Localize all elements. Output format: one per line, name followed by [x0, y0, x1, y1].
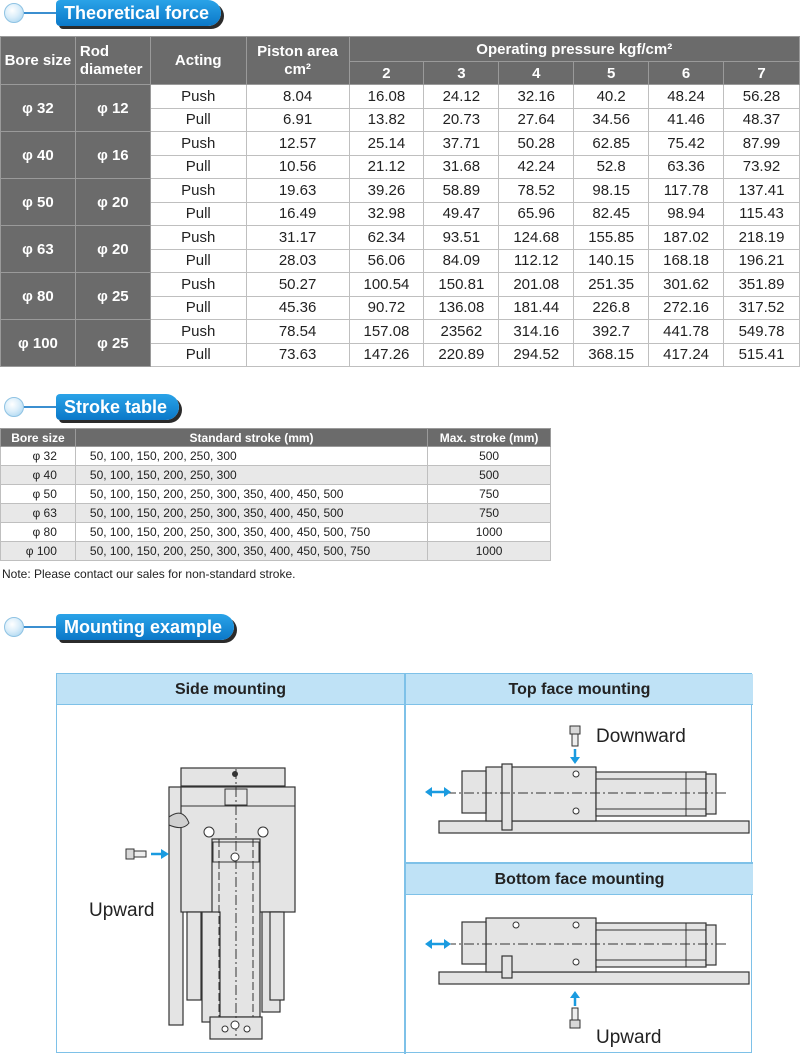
force-value-cell: 136.08	[424, 296, 499, 320]
header-operating-pressure: Operating pressure kgf/cm²	[349, 37, 800, 62]
force-value-cell: 87.99	[724, 132, 800, 156]
force-value-cell: 314.16	[499, 320, 574, 344]
force-value-cell: 124.68	[499, 226, 574, 250]
arrow-down-icon	[570, 749, 580, 764]
bore-size-cell: φ 80	[1, 523, 76, 542]
piston-area-cell: 19.63	[246, 179, 349, 203]
acting-cell: Push	[150, 179, 246, 203]
bore-size-cell: φ 32	[1, 447, 76, 466]
force-value-cell: 27.64	[499, 108, 574, 132]
force-value-cell: 82.45	[574, 202, 649, 226]
standard-stroke-cell: 50, 100, 150, 200, 250, 300	[75, 447, 427, 466]
force-value-cell: 226.8	[574, 296, 649, 320]
header-pressure: 5	[574, 62, 649, 85]
force-value-cell: 63.36	[649, 155, 724, 179]
force-value-cell: 84.09	[424, 249, 499, 273]
max-stroke-cell: 750	[428, 485, 551, 504]
bore-size-cell: φ 32	[1, 85, 76, 132]
force-value-cell: 147.26	[349, 343, 424, 367]
force-value-cell: 98.15	[574, 179, 649, 203]
table-row	[1, 320, 800, 344]
rod-diameter-cell: φ 25	[75, 273, 150, 320]
force-value-cell: 32.16	[499, 85, 574, 109]
standard-stroke-cell: 50, 100, 150, 200, 250, 300, 350, 400, 450, 500, 750	[75, 523, 427, 542]
header-piston-area: Piston area cm²	[246, 37, 349, 85]
header-bore-size: Bore size	[1, 429, 76, 447]
force-value-cell: 25.14	[349, 132, 424, 156]
force-value-cell: 37.71	[424, 132, 499, 156]
piston-area-cell: 31.17	[246, 226, 349, 250]
piston-area-cell: 16.49	[246, 202, 349, 226]
force-value-cell: 56.28	[724, 85, 800, 109]
force-value-cell: 13.82	[349, 108, 424, 132]
force-value-cell: 218.19	[724, 226, 800, 250]
piston-area-cell: 45.36	[246, 296, 349, 320]
bore-size-cell: φ 40	[1, 466, 76, 485]
bullet-icon	[4, 617, 24, 637]
rod-diameter-cell: φ 20	[75, 179, 150, 226]
section-title: Mounting example	[56, 614, 234, 640]
force-value-cell: 112.12	[499, 249, 574, 273]
force-value-cell: 93.51	[424, 226, 499, 250]
force-value-cell: 56.06	[349, 249, 424, 273]
table-row	[1, 485, 551, 504]
force-value-cell: 115.43	[724, 202, 800, 226]
acting-cell: Push	[150, 132, 246, 156]
bore-size-cell: φ 50	[1, 179, 76, 226]
table-row	[1, 504, 551, 523]
header-pressure: 7	[724, 62, 800, 85]
force-value-cell: 62.85	[574, 132, 649, 156]
piston-area-cell: 50.27	[246, 273, 349, 297]
bullet-icon	[4, 397, 24, 417]
force-value-cell: 24.12	[424, 85, 499, 109]
side-mounting-diagram	[57, 707, 404, 1054]
header-acting: Acting	[150, 37, 246, 85]
force-value-cell: 155.85	[574, 226, 649, 250]
force-value-cell: 49.47	[424, 202, 499, 226]
acting-cell: Pull	[150, 108, 246, 132]
piston-area-cell: 8.04	[246, 85, 349, 109]
arrow-up-icon	[570, 991, 580, 1006]
force-value-cell: 16.08	[349, 85, 424, 109]
bolt-icon	[570, 1008, 580, 1028]
header-max-stroke: Max. stroke (mm)	[428, 429, 551, 447]
force-value-cell: 181.44	[499, 296, 574, 320]
bore-size-cell: φ 63	[1, 226, 76, 273]
bore-size-cell: φ 100	[1, 542, 76, 561]
table-row	[1, 542, 551, 561]
table-row	[1, 273, 800, 297]
acting-cell: Pull	[150, 202, 246, 226]
force-value-cell: 140.15	[574, 249, 649, 273]
force-value-cell: 251.35	[574, 273, 649, 297]
bolt-icon	[570, 726, 580, 746]
piston-area-cell: 6.91	[246, 108, 349, 132]
max-stroke-cell: 500	[428, 447, 551, 466]
force-value-cell: 32.98	[349, 202, 424, 226]
standard-stroke-cell: 50, 100, 150, 200, 250, 300, 350, 400, 450, 500	[75, 485, 427, 504]
section-header-mounting-example	[0, 614, 252, 640]
header-bore-size: Bore size	[1, 37, 76, 85]
top-downward-label: Downward	[596, 726, 686, 747]
rod-diameter-cell: φ 20	[75, 226, 150, 273]
acting-cell: Push	[150, 226, 246, 250]
force-value-cell: 441.78	[649, 320, 724, 344]
acting-cell: Pull	[150, 296, 246, 320]
rod-diameter-cell: φ 12	[75, 85, 150, 132]
table-row	[1, 226, 800, 250]
acting-cell: Pull	[150, 155, 246, 179]
bottom-face-mounting-title: Bottom face mounting	[406, 864, 753, 895]
note-text: Note: Please contact our sales for non-standard stroke.	[2, 567, 296, 581]
force-value-cell: 157.08	[349, 320, 424, 344]
header-rod-diameter: Rod diameter	[75, 37, 150, 85]
section-title: Theoretical force	[56, 0, 221, 26]
piston-area-cell: 10.56	[246, 155, 349, 179]
force-value-cell: 65.96	[499, 202, 574, 226]
force-value-cell: 50.28	[499, 132, 574, 156]
force-value-cell: 41.46	[649, 108, 724, 132]
header-pressure: 4	[499, 62, 574, 85]
bore-size-cell: φ 50	[1, 485, 76, 504]
force-value-cell: 40.2	[574, 85, 649, 109]
table-row	[1, 132, 800, 156]
acting-cell: Push	[150, 85, 246, 109]
acting-cell: Push	[150, 320, 246, 344]
force-value-cell: 201.08	[499, 273, 574, 297]
force-value-cell: 62.34	[349, 226, 424, 250]
table-row	[1, 466, 551, 485]
bore-size-cell: φ 40	[1, 132, 76, 179]
theoretical-force-table	[0, 36, 800, 367]
acting-cell: Pull	[150, 249, 246, 273]
table-row	[1, 523, 551, 542]
force-value-cell: 48.37	[724, 108, 800, 132]
force-value-cell: 294.52	[499, 343, 574, 367]
header-pressure: 3	[424, 62, 499, 85]
force-value-cell: 48.24	[649, 85, 724, 109]
standard-stroke-cell: 50, 100, 150, 200, 250, 300, 350, 400, 450, 500	[75, 504, 427, 523]
standard-stroke-cell: 50, 100, 150, 200, 250, 300, 350, 400, 450, 500, 750	[75, 542, 427, 561]
bore-size-cell: φ 100	[1, 320, 76, 367]
force-value-cell: 75.42	[649, 132, 724, 156]
piston-area-cell: 28.03	[246, 249, 349, 273]
force-value-cell: 515.41	[724, 343, 800, 367]
force-value-cell: 187.02	[649, 226, 724, 250]
bore-size-cell: φ 63	[1, 504, 76, 523]
force-value-cell: 73.92	[724, 155, 800, 179]
force-value-cell: 417.24	[649, 343, 724, 367]
bullet-icon	[4, 3, 24, 23]
section-header-theoretical-force	[0, 0, 252, 26]
arrow-right-icon	[151, 849, 169, 859]
max-stroke-cell: 750	[428, 504, 551, 523]
bottom-upward-label: Upward	[596, 1027, 662, 1048]
force-value-cell: 39.26	[349, 179, 424, 203]
force-value-cell: 21.12	[349, 155, 424, 179]
force-value-cell: 42.24	[499, 155, 574, 179]
force-value-cell: 220.89	[424, 343, 499, 367]
acting-cell: Push	[150, 273, 246, 297]
arrow-left-right-icon	[425, 787, 451, 797]
stroke-table	[0, 428, 551, 561]
section-title: Stroke table	[56, 394, 179, 420]
bore-size-cell: φ 80	[1, 273, 76, 320]
force-value-cell: 20.73	[424, 108, 499, 132]
rod-diameter-cell: φ 16	[75, 132, 150, 179]
table-row	[1, 447, 551, 466]
force-value-cell: 90.72	[349, 296, 424, 320]
max-stroke-cell: 500	[428, 466, 551, 485]
force-value-cell: 23562	[424, 320, 499, 344]
bottom-face-mounting-diagram	[406, 896, 753, 1054]
force-value-cell: 117.78	[649, 179, 724, 203]
header-pressure: 6	[649, 62, 724, 85]
force-value-cell: 137.41	[724, 179, 800, 203]
force-value-cell: 150.81	[424, 273, 499, 297]
mounting-example-panel	[56, 673, 752, 1053]
force-value-cell: 392.7	[574, 320, 649, 344]
force-value-cell: 31.68	[424, 155, 499, 179]
force-value-cell: 52.8	[574, 155, 649, 179]
force-value-cell: 368.15	[574, 343, 649, 367]
top-face-mounting-title: Top face mounting	[406, 674, 753, 705]
table-row	[1, 179, 800, 203]
side-upward-label: Upward	[89, 900, 155, 921]
force-value-cell: 301.62	[649, 273, 724, 297]
rod-diameter-cell: φ 25	[75, 320, 150, 367]
header-standard-stroke: Standard stroke (mm)	[75, 429, 427, 447]
force-value-cell: 100.54	[349, 273, 424, 297]
force-value-cell: 272.16	[649, 296, 724, 320]
force-value-cell: 168.18	[649, 249, 724, 273]
side-mounting-title: Side mounting	[57, 674, 404, 705]
header-pressure: 2	[349, 62, 424, 85]
arrow-left-right-icon	[425, 939, 451, 949]
force-value-cell: 34.56	[574, 108, 649, 132]
piston-area-cell: 78.54	[246, 320, 349, 344]
standard-stroke-cell: 50, 100, 150, 200, 250, 300	[75, 466, 427, 485]
bolt-icon	[126, 849, 146, 859]
force-value-cell: 351.89	[724, 273, 800, 297]
max-stroke-cell: 1000	[428, 523, 551, 542]
section-header-stroke-table	[0, 394, 252, 420]
max-stroke-cell: 1000	[428, 542, 551, 561]
force-value-cell: 196.21	[724, 249, 800, 273]
acting-cell: Pull	[150, 343, 246, 367]
force-value-cell: 78.52	[499, 179, 574, 203]
top-face-mounting-diagram	[406, 707, 753, 862]
force-value-cell: 317.52	[724, 296, 800, 320]
piston-area-cell: 12.57	[246, 132, 349, 156]
table-row	[1, 85, 800, 109]
piston-area-cell: 73.63	[246, 343, 349, 367]
force-value-cell: 58.89	[424, 179, 499, 203]
force-value-cell: 549.78	[724, 320, 800, 344]
force-value-cell: 98.94	[649, 202, 724, 226]
